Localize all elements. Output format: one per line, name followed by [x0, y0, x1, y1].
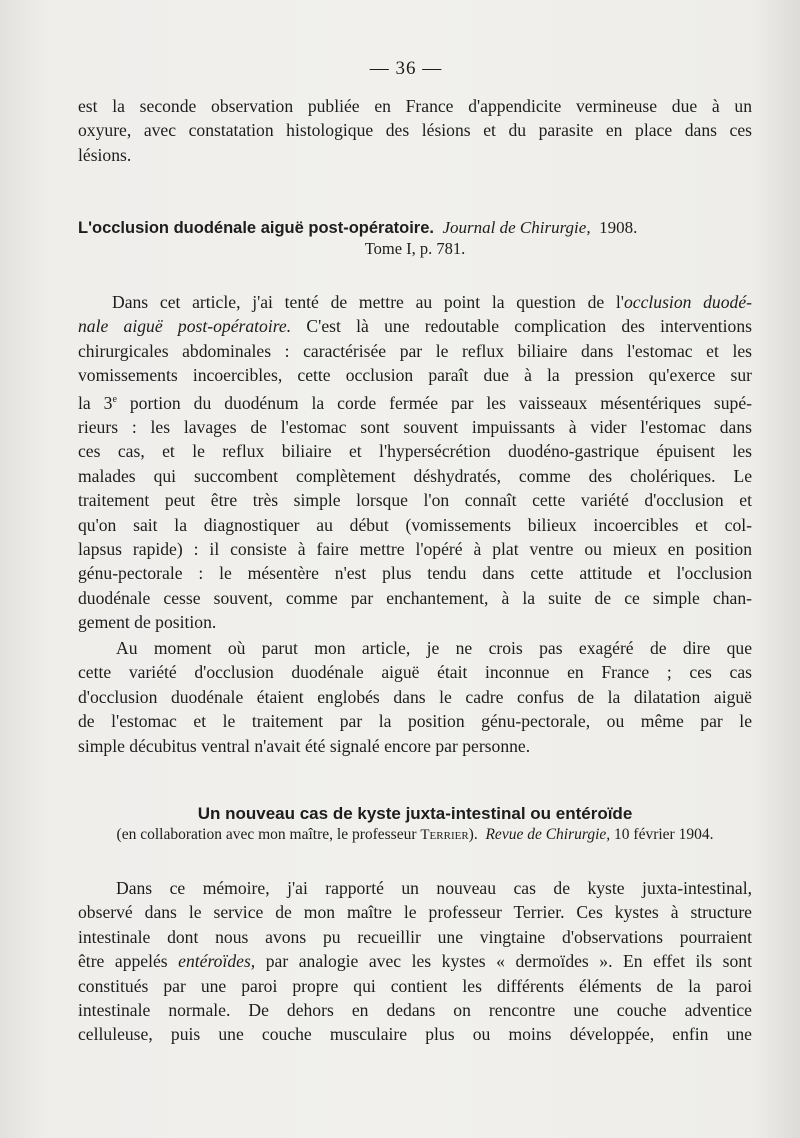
journal-name: Journal de Chirurgie,	[442, 218, 591, 237]
article1-paragraph-1	[78, 290, 752, 635]
text-line: lésions.	[78, 144, 132, 165]
text-line: intestinale dont nous avons pu recueillir une vingtaine d'observations pourraient	[78, 926, 752, 947]
text-line: intestinale normale. De dehors en dedans on rencontre une couche adventice	[78, 1000, 752, 1021]
text-line: qu'on sait la diagnostiquer au début (vomissements bilieux incoercibles et col-	[78, 514, 752, 535]
article-heading-1	[78, 218, 752, 259]
text-line: Au moment où parut mon article, je ne crois pas exagéré de dire que	[116, 638, 752, 658]
intro-paragraph	[78, 94, 752, 167]
article2-paragraph-1	[78, 876, 752, 1047]
text-line: observé dans le service de mon maître le professeur Terrier. Ces kystes à structure	[78, 902, 752, 923]
text-line: de l'estomac et le traitement par la position génu-pectorale, ou même par le	[78, 711, 752, 732]
journal-year: 1908.	[599, 218, 638, 237]
article1-paragraph-2	[78, 636, 752, 758]
text-line: traitement peut être très simple lorsque l'on connaît cette variété d'occlusion et	[78, 490, 752, 511]
text-line: constitués par une paroi propre qui contient les différents éléments de la paroi	[78, 975, 752, 996]
text-line: duodénale cesse souvent, comme par enchantement, à la suite de ce simple chan-	[78, 587, 752, 608]
text-line: d'occlusion duodénale étaient englobés dans le cadre confus de la dilatation aiguë	[78, 686, 752, 707]
text-line: malades qui succombent complètement déshydratés, comme des cholériques. Le	[78, 465, 752, 486]
text-line: Dans cet article, j'ai tenté de mettre au point la question de l'occlusion duodé-	[112, 292, 752, 312]
article-reference: Tome I, p. 781.	[364, 239, 466, 258]
article-heading-2	[78, 804, 752, 844]
text-line: être appelés entéroïdes, par analogie avec les kystes « dermoïdes ». En effet ils sont	[78, 951, 752, 972]
text-line: celluleuse, puis une couche musculaire plus ou moins développée, enfin une	[78, 1024, 752, 1045]
heading-line	[78, 218, 752, 238]
text-line: simple décubitus ventral n'avait été signalé encore par personne.	[78, 735, 531, 756]
article-title: L'occlusion duodénale aiguë post-opératoire.	[78, 219, 434, 237]
text-line: est la seconde observation publiée en France d'appendicite vermineuse due à un	[78, 96, 752, 116]
text-line: lapsus rapide) : il consiste à faire mettre l'opéré à plat ventre ou mieux en position	[78, 538, 752, 559]
article-title: Un nouveau cas de kyste juxta-intestinal ou entéroïde	[197, 804, 633, 823]
page-number: — 36 —	[369, 58, 443, 79]
text-line: nale aiguë post-opératoire. C'est là une redoutable complication des interventions	[78, 316, 752, 337]
text-line: Dans ce mémoire, j'ai rapporté un nouveau cas de kyste juxta-intestinal,	[116, 878, 752, 898]
text-line: oxyure, avec constatation histologique des lésions et du parasite en place dans ces	[78, 120, 752, 141]
text-line: cette variété d'occlusion duodénale aiguë était inconnue en France ; ces cas	[78, 662, 752, 683]
text-line: chirurgicales abdominales : caractérisée par le reflux biliaire dans l'estomac et les	[78, 340, 752, 361]
text-line: vomissements incoercibles, cette occlusion paraît due à la pression qu'exerce sur	[78, 365, 752, 386]
text-line: gement de position.	[78, 612, 217, 633]
text-line: génu-pectorale : le mésentère n'est plus tendu dans cette attitude et l'occlusion	[78, 563, 752, 584]
text-line: la 3e portion du duodénum la corde fermée par les vaisseaux mésentériques supé-	[78, 392, 752, 413]
text-line: rieurs : les lavages de l'estomac sont souvent impuissants à vider l'estomac dans	[78, 416, 752, 437]
text-line: ces cas, et le reflux biliaire et l'hypersécrétion duodéno-gastrique épuisent les	[78, 441, 752, 462]
article-reference: (en collaboration avec mon maître, le professeur Terrier). Revue de Chirurgie, 10 février 1904.	[116, 826, 714, 843]
